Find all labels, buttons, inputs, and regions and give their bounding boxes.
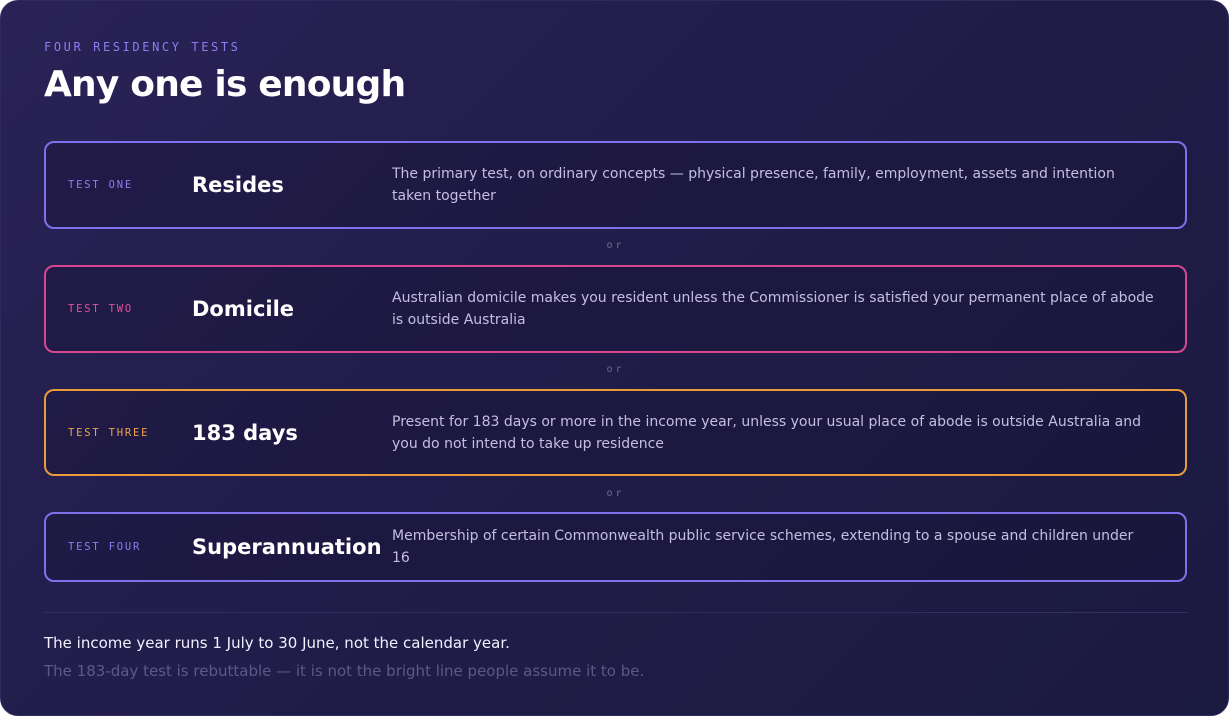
test-card-resides bbox=[44, 141, 1187, 229]
test-tag: TEST THREE bbox=[68, 426, 150, 439]
or-separator: or bbox=[606, 364, 625, 375]
test-tag: TEST FOUR bbox=[68, 541, 142, 553]
test-card-domicile bbox=[44, 265, 1187, 353]
footer-divider bbox=[44, 612, 1187, 613]
test-name: 183 days bbox=[192, 420, 298, 445]
test-description: The primary test, on ordinary concepts — physical presence, family, employment, assets and intention taken together bbox=[392, 166, 1115, 204]
test-card-183-days bbox=[44, 389, 1187, 476]
test-card-superannuation bbox=[44, 512, 1187, 582]
test-name: Domicile bbox=[192, 297, 295, 321]
income-year-note: The income year runs 1 July to 30 June, not the calendar year. bbox=[44, 634, 510, 652]
or-separator: or bbox=[606, 240, 625, 251]
test-description: Present for 183 days or more in the income year, unless your usual place of abode is outside Australia and you do not intend to take up residence bbox=[392, 413, 1141, 452]
section-eyebrow: FOUR RESIDENCY TESTS bbox=[44, 40, 241, 54]
test-name: Superannuation bbox=[192, 535, 382, 559]
test-description: Australian domicile makes you resident unless the Commissioner is satisfied your permanent place of abode is outside Australia bbox=[392, 290, 1154, 328]
or-separator: or bbox=[606, 488, 625, 499]
page-title: Any one is enough bbox=[44, 64, 406, 105]
test-tag: TEST ONE bbox=[68, 179, 133, 191]
test-description: Membership of certain Commonwealth public service schemes, extending to a spouse and children under 16 bbox=[392, 528, 1134, 566]
rebuttable-note: The 183-day test is rebuttable — it is not the bright line people assume it to be. bbox=[44, 662, 645, 680]
test-name: Resides bbox=[192, 173, 284, 197]
test-tag: TEST TWO bbox=[68, 303, 133, 315]
